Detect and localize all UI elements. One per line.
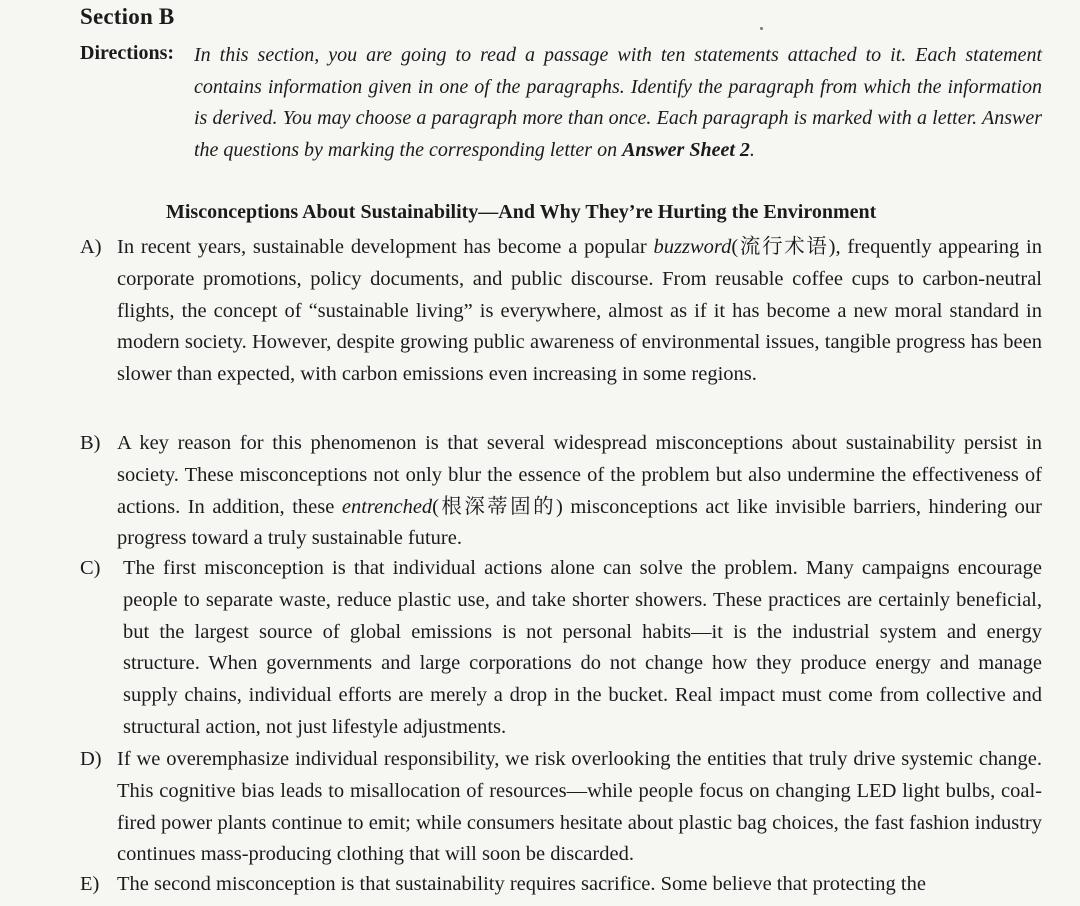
paragraph-b: [80, 428, 1042, 555]
paragraph-letter: C): [80, 557, 101, 579]
section-title: Section B: [80, 4, 175, 29]
paragraph-a: [80, 232, 1042, 391]
paragraph-text: A key reason for this phenomenon is that several widespread misconceptions about sustainability persist in society. These misconceptions not only blur the essence of the problem but also undermine the effectiveness of actions. In addition, these: [117, 432, 1042, 518]
paragraph-letter: A): [80, 236, 102, 258]
glossed-term: entrenched: [341, 495, 433, 518]
directions-text: [194, 40, 1042, 166]
directions-end: .: [749, 138, 755, 161]
paper-speck: [760, 27, 763, 30]
paragraph-text: In recent years, sustainable development has become a popular: [117, 236, 654, 258]
paragraph-body: [117, 428, 1042, 555]
answer-sheet-reference: Answer Sheet 2: [622, 138, 750, 161]
paragraph-body: The first misconception is that individual actions alone can solve the problem. Many campaigns encourage people to separate waste, reduce plastic use, and take shorter showers. These practices are certainly beneficial, but the largest source of global emissions is not personal habits—it is the industrial system and energy structure. When governments and large corporations do not change how they produce energy and manage supply chains, individual efforts are merely a drop in the bucket. Real impact must come from collective and structural action, not just lifestyle adjustments.: [123, 557, 1042, 738]
paragraph-body: If we overemphasize individual responsibility, we risk overlooking the entities that truly drive systemic change. This cognitive bias leads to misallocation of resources—while people focus on changing LED light bulbs, coal-fired power plants continue to emit; while consumers hesitate about plastic bag choices, the fast fashion industry continues mass-producing clothing that will soon be discarded.: [117, 748, 1042, 866]
paragraph-text: misconceptions act like invisible barriers, hindering our progress toward a truly sustainable future.: [117, 495, 1042, 550]
glossed-term: buzzword: [653, 236, 732, 258]
directions: [80, 40, 1042, 166]
passage-title: Misconceptions About Sustainability—And Why They’re Hurting the Environment: [166, 201, 877, 223]
paragraph-letter: B): [80, 432, 101, 454]
paragraph-body: [117, 232, 1042, 391]
directions-label: Directions:: [80, 42, 175, 64]
paragraph-letter: D): [80, 748, 102, 770]
chinese-gloss: (根深蒂固的): [432, 495, 563, 518]
chinese-gloss: (流行术语): [731, 236, 836, 258]
paragraph-e: [80, 869, 1042, 901]
paragraph-c: [80, 553, 1042, 744]
paragraph-body: The second misconception is that sustainability requires sacrifice. Some believe that protecting the: [117, 873, 926, 895]
paragraph-d: [80, 744, 1042, 871]
paragraph-letter: E): [80, 873, 100, 895]
paragraph-text: , frequently appearing in corporate promotions, policy documents, and public discourse. From reusable coffee cups to carbon-neutral flights, the concept of “sustainable living” is everywhere, almost as if it has become a new moral standard in modern society. However, despite growing public awareness of environmental issues, tangible progress has been slower than expected, with carbon emissions even increasing in some regions.: [117, 236, 1042, 386]
directions-body: In this section, you are going to read a passage with ten statements attached to it. Each statement contains information given in one of the paragraphs. Identify the paragraph from which the information is derived. You may choose a paragraph more than once. Each paragraph is marked with a letter. Answer the questions by marking the corresponding letter on: [194, 44, 1042, 161]
